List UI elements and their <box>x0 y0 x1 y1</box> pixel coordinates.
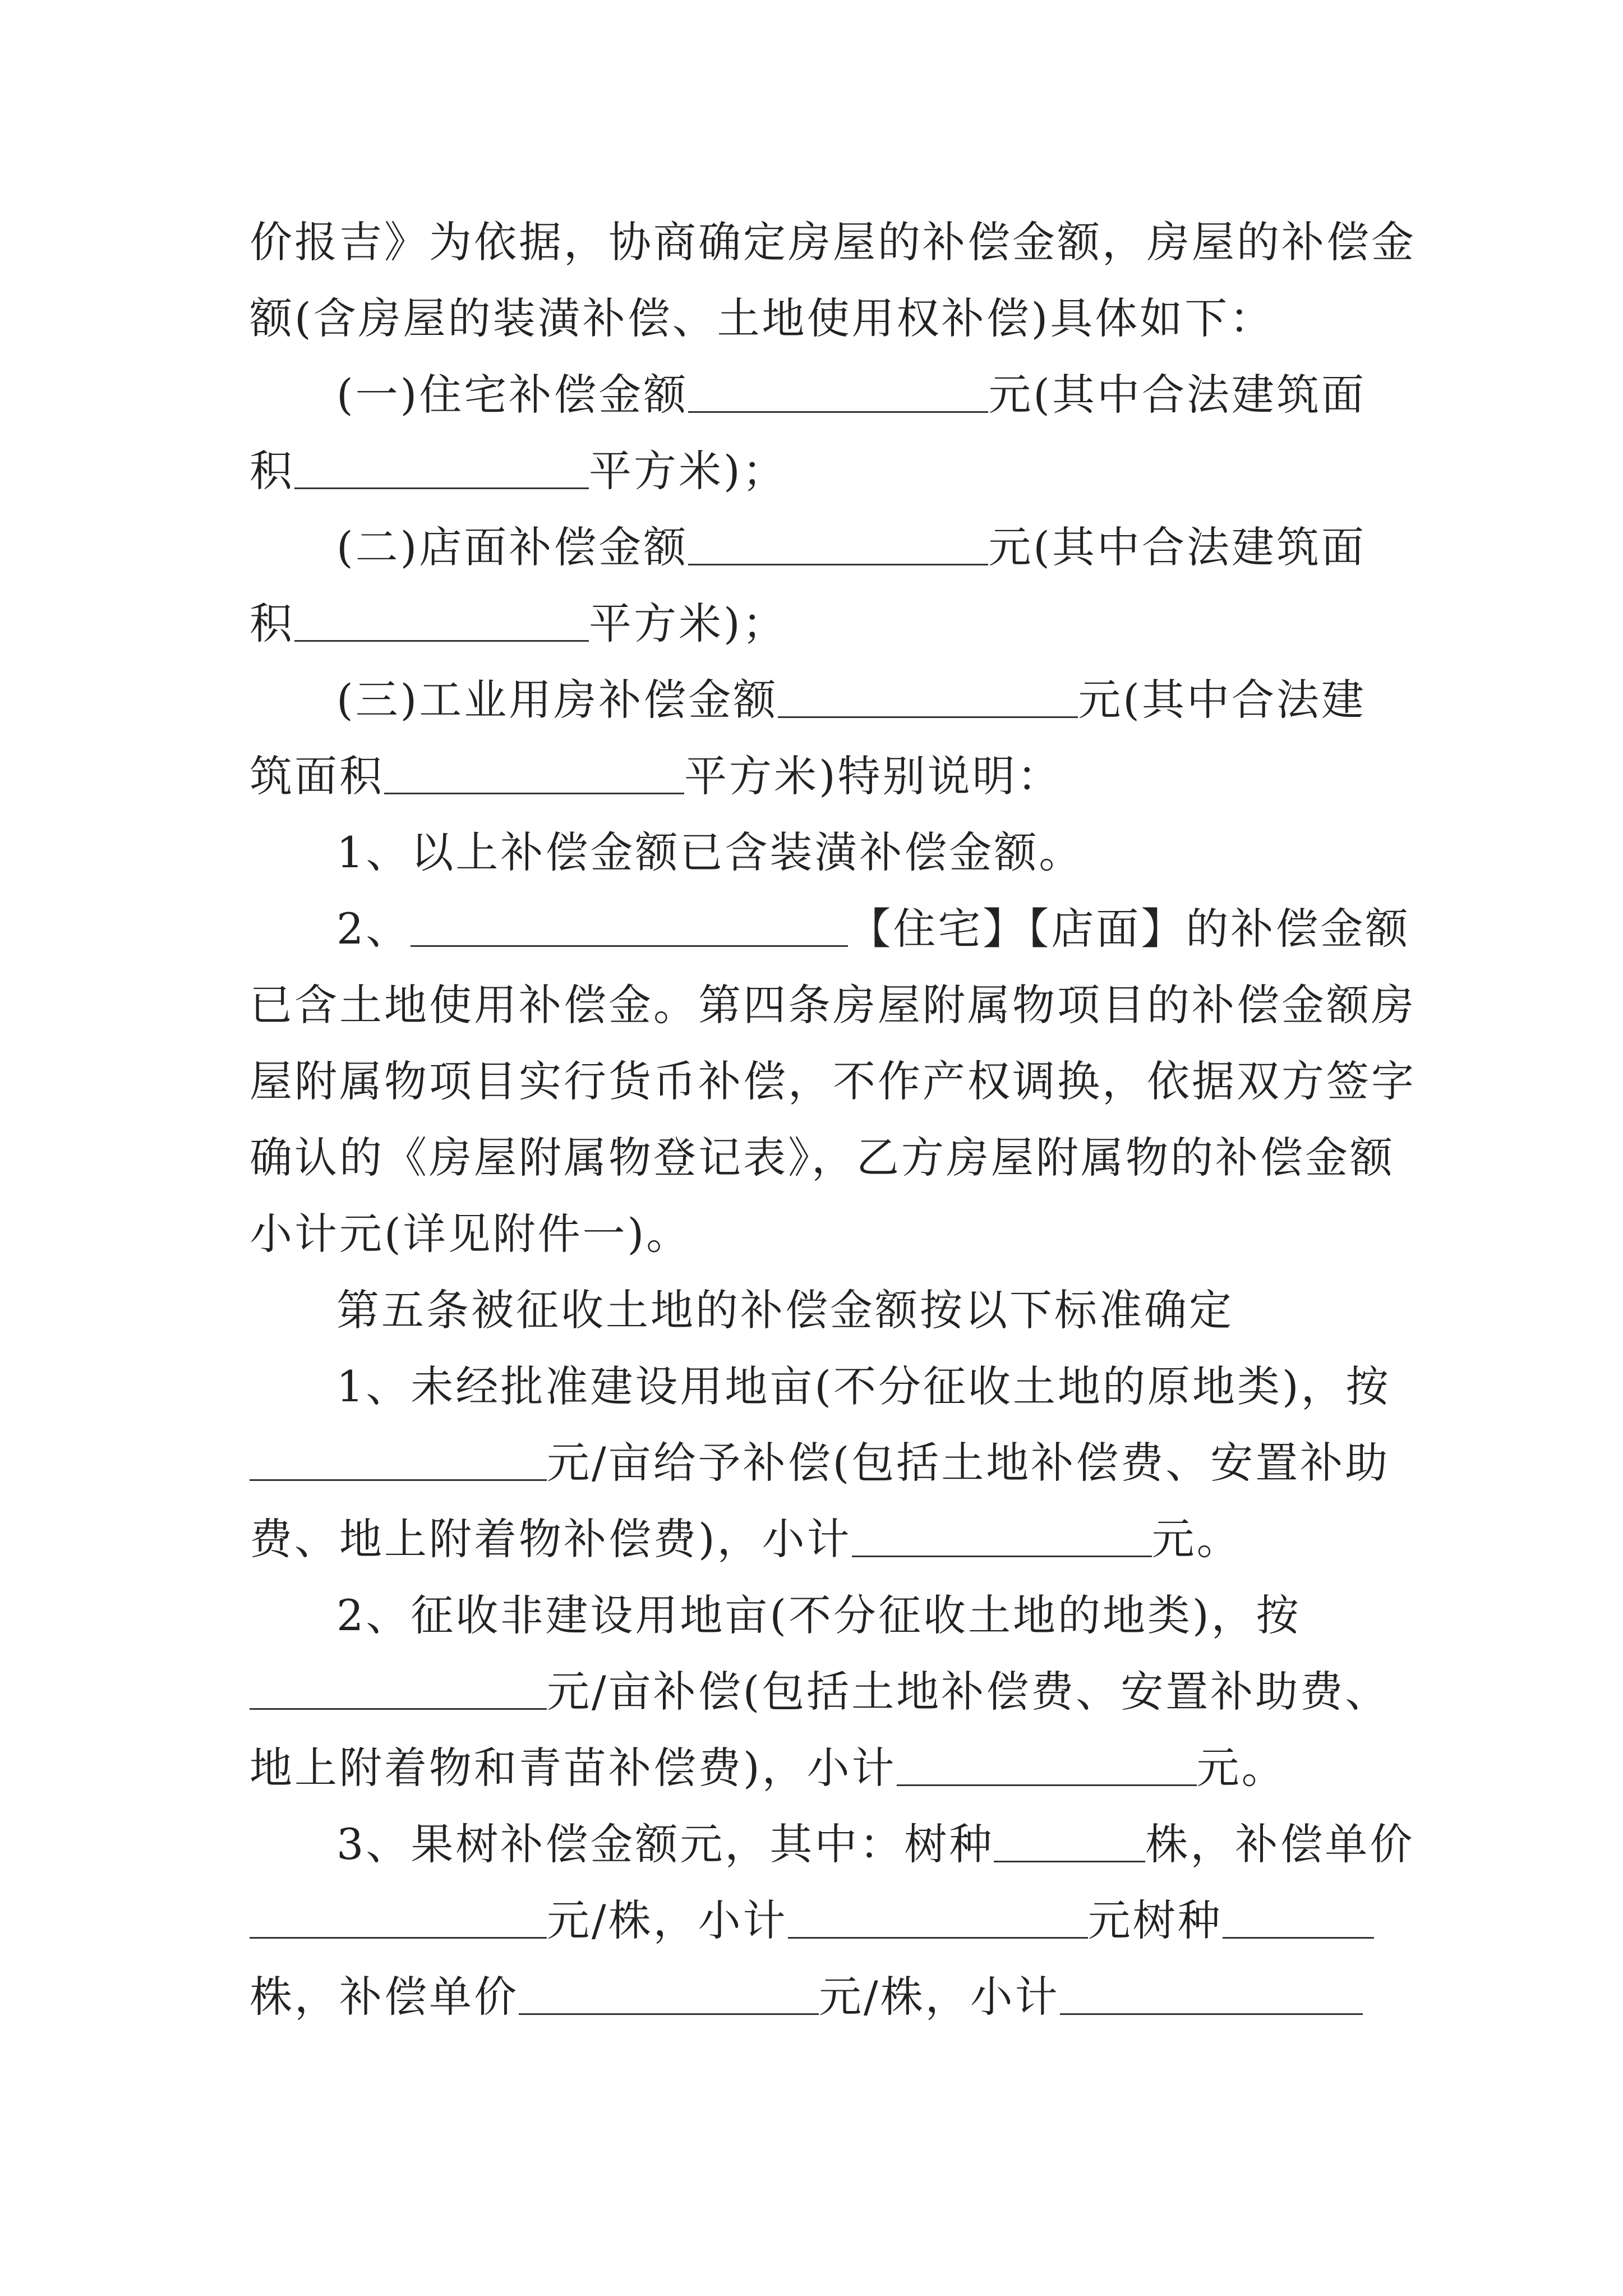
fill-blank[interactable] <box>384 753 684 794</box>
fill-blank[interactable] <box>294 448 589 489</box>
text-line: 已含土地使用补偿金。第四条房屋附属物项目的补偿金额房 <box>250 980 1416 1030</box>
text-line: (一)住宅补偿金额 元(其中合法建筑面 <box>336 370 1366 420</box>
text-line: 积 平方米)； <box>250 446 787 496</box>
fill-blank[interactable] <box>294 601 589 642</box>
fill-blank[interactable] <box>788 1898 1088 1939</box>
text-line: 1、以上补偿金额已含装潢补偿金额。 <box>336 827 1084 877</box>
text-line: 价报吉》为依据，协商确定房屋的补偿金额，房屋的补偿金 <box>250 217 1416 267</box>
fill-blank[interactable] <box>688 372 988 413</box>
fill-blank[interactable] <box>1223 1898 1374 1939</box>
text-line: 3、果树补偿金额元，其中：树种 株，补偿单价 <box>336 1819 1415 1869</box>
text-line: 元/株，小计 元树种 <box>250 1887 1388 1954</box>
text-line: (三)工业用房补偿金额 元(其中合法建 <box>336 675 1366 725</box>
text-line: 额(含房屋的装潢补偿、土地使用权补偿)具体如下： <box>250 293 1275 343</box>
text-line: 1、未经批准建设用地亩(不分征收土地的原地类)，按 <box>336 1361 1391 1411</box>
text-line: (二)店面补偿金额 元(其中合法建筑面 <box>336 522 1366 572</box>
fill-blank[interactable] <box>250 1898 547 1939</box>
text-line: 第五条被征收土地的补偿金额按以下标准确定 <box>336 1285 1234 1335</box>
fill-blank[interactable] <box>778 677 1078 718</box>
fill-blank[interactable] <box>250 1669 547 1710</box>
text-line: 费、地上附着物补偿费)，小计 元。 <box>250 1514 1242 1564</box>
text-line: 2、 【住宅】【店面】的补偿金额 <box>336 904 1410 954</box>
text-line: 元/亩补偿(包括土地补偿费、安置补助费、 <box>250 1658 1388 1726</box>
fill-blank[interactable] <box>994 1821 1145 1862</box>
fill-blank[interactable] <box>688 524 988 565</box>
fill-blank[interactable] <box>250 1440 547 1481</box>
text-line: 元/亩给予补偿(包括土地补偿费、安置补助 <box>250 1429 1388 1497</box>
text-line: 屋附属物项目实行货币补偿，不作产权调换，依据双方签字 <box>250 1056 1416 1106</box>
fill-blank[interactable] <box>519 1974 819 2015</box>
text-line: 株，补偿单价 元/株，小计 <box>250 1963 1388 2031</box>
text-line: 小计元(详见附件一)。 <box>250 1209 691 1259</box>
fill-blank[interactable] <box>897 1745 1197 1786</box>
fill-blank[interactable] <box>411 906 848 947</box>
text-line: 筑面积 平方米)特别说明： <box>250 751 1062 801</box>
fill-blank[interactable] <box>1060 1974 1363 2015</box>
fill-blank[interactable] <box>852 1516 1152 1557</box>
text-line: 确认的《房屋附属物登记表》，乙方房屋附属物的补偿金额 <box>250 1133 1395 1182</box>
text-line: 2、征收非建设用地亩(不分征收土地的地类)，按 <box>336 1590 1301 1640</box>
text-line: 积 平方米)； <box>250 599 787 648</box>
text-line: 地上附着物和青苗补偿费)，小计 元。 <box>250 1743 1287 1793</box>
